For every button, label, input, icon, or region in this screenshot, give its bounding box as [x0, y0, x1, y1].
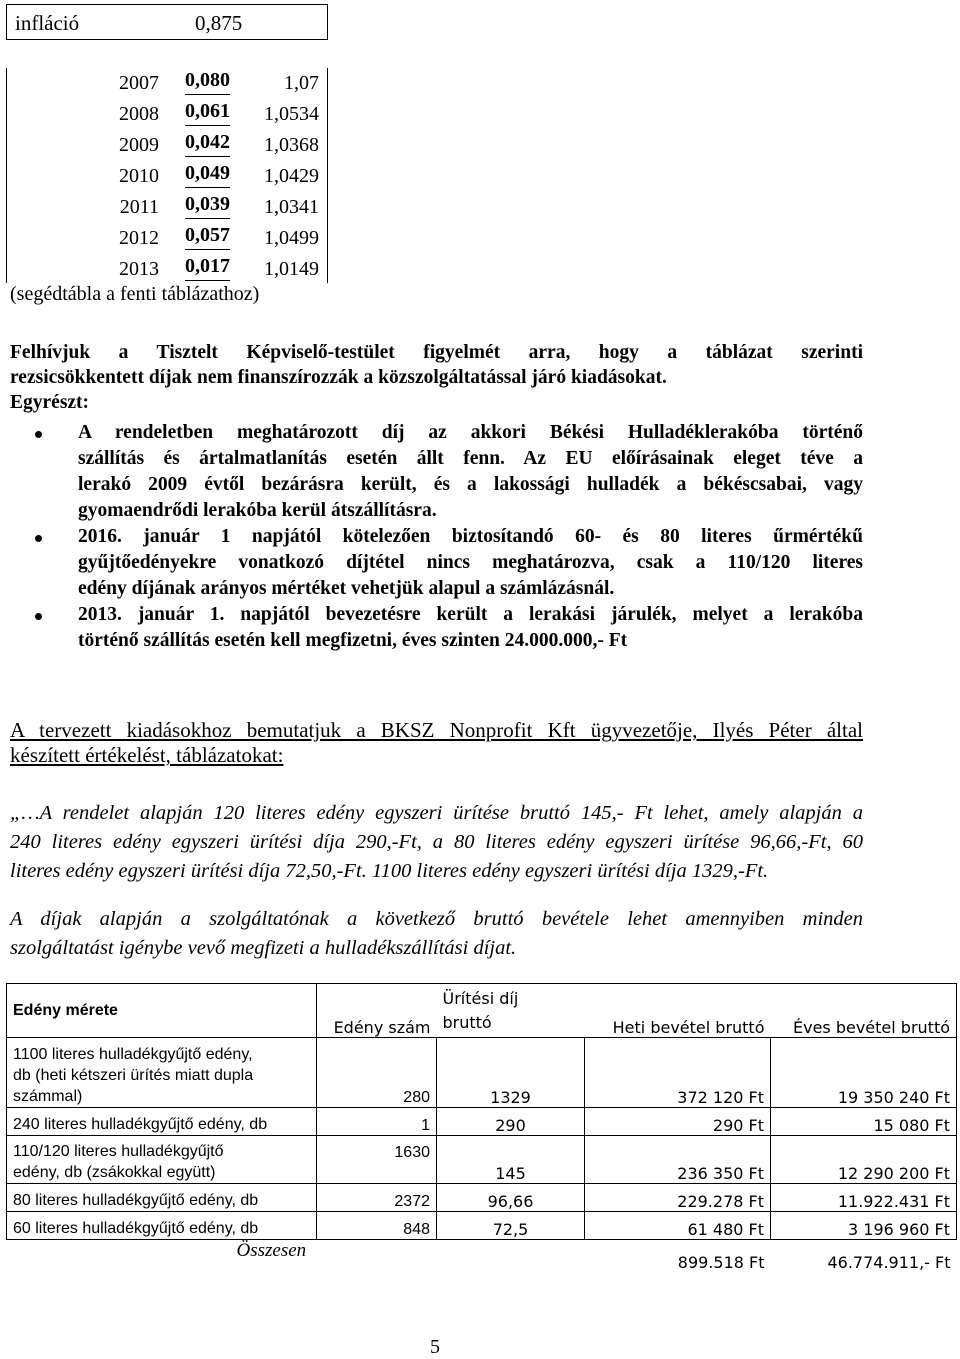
year-row: 2011 0,039 1,0341 — [119, 193, 319, 218]
row-count: 848 — [317, 1212, 437, 1240]
row-weekly: 236 350 Ft — [585, 1136, 771, 1184]
row-yearly: 3 196 960 Ft — [771, 1212, 957, 1240]
row-yearly: 19 350 240 Ft — [771, 1038, 957, 1108]
row-description: 240 literes hulladékgyűjtő edény, db — [7, 1108, 317, 1136]
section-heading: A tervezett kiadásokhoz bemutatjuk a BKSZ Nonprofit Kft ügyvezetője, Ilyés Péter által készített értékelést, táblázatokat: — [10, 718, 863, 767]
table-total-row — [7, 1240, 957, 1272]
header-size: Edény mérete — [7, 984, 317, 1038]
header-weekly: Heti bevétel bruttó — [585, 984, 771, 1038]
list-item: 2016. január 1 napjától kötelezően biztosítandó 60- és 80 literes űrmértékű gyűjtőedényekre vonatkozó díjtétel nincs meghatározva, csak a 110/120 literes edény díjának arányos mértéket vehetjük alapul a számlázásnál. — [10, 524, 863, 602]
list-item: A rendeletben meghatározott díj az akkori Békési Hulladéklerakóba történő szállítás és ártalmatlanítás esetén állt fenn. Az EU előírásainak eleget téve a lerakó 2009 évtől bezárásra került, és a lakossági hulladék a békéscsabai, vagy gyomaendrődi lerakóba kerül átszállításra. — [10, 420, 863, 524]
table-header-row — [7, 984, 957, 1038]
year-row: 2009 0,042 1,0368 — [119, 131, 319, 156]
row-yearly: 12 290 200 Ft — [771, 1136, 957, 1184]
year-row: 2007 0,080 1,07 — [119, 69, 319, 94]
table-row — [7, 1212, 957, 1240]
page-number: 5 — [430, 1336, 440, 1358]
row-weekly: 372 120 Ft — [585, 1038, 771, 1108]
row-weekly: 229.278 Ft — [585, 1184, 771, 1212]
row-description: 60 literes hulladékgyűjtő edény, db — [7, 1212, 317, 1240]
row-count: 1630 — [317, 1136, 437, 1184]
row-fee: 1329 — [437, 1038, 585, 1108]
intro-paragraph — [10, 340, 863, 415]
row-count: 2372 — [317, 1184, 437, 1212]
row-fee: 72,5 — [437, 1212, 585, 1240]
list-item: 2013. január 1. napjától bevezetésre került a lerakási járulék, melyet a lerakóba történő szállítás esetén kell megfizetni, éves szinten 24.000.000,- Ft — [10, 602, 863, 654]
year-row: 2008 0,061 1,0534 — [119, 100, 319, 125]
total-yearly: 46.774.911,- Ft — [827, 1252, 951, 1272]
revenue-table — [6, 983, 957, 1272]
inflation-box — [6, 4, 328, 40]
row-description: 1100 literes hulladékgyűjtő edény, db (heti kétszeri ürítés miatt dupla számmal) — [7, 1038, 317, 1108]
header-yearly: Éves bevétel bruttó — [771, 984, 957, 1038]
row-count: 1 — [317, 1108, 437, 1136]
row-description: 80 literes hulladékgyűjtő edény, db — [7, 1184, 317, 1212]
quote-paragraph: „…A rendelet alapján 120 literes edény egyszeri ürítése bruttó 145,- Ft lehet, amely alapján a 240 literes edény egyszeri ürítési díja 290,-Ft, a 80 literes edény egyszeri ürítése 96,66,-Ft, 60 literes edény egyszeri ürítési díja 72,50,-Ft. 1100 literes edény egyszeri ürítési díja 1329,-Ft. — [10, 802, 863, 882]
row-count: 280 — [317, 1038, 437, 1108]
row-fee: 290 — [437, 1108, 585, 1136]
total-weekly: 899.518 Ft — [677, 1252, 765, 1272]
quote-paragraph-2: A díjak alapján a szolgáltatónak a következő bruttó bevétele lehet amennyiben minden szolgáltatást igénybe vevő megfizeti a hulladékszállítási díjat. — [10, 908, 863, 959]
text-line: Egyrészt: — [10, 392, 90, 413]
year-row: 2012 0,057 1,0499 — [119, 224, 319, 249]
header-fee: Ürítési díj bruttó — [437, 984, 585, 1038]
row-yearly: 15 080 Ft — [771, 1108, 957, 1136]
header-count: Edény szám — [317, 984, 437, 1038]
row-description: 110/120 literes hulladékgyűjtő edény, db (zsákokkal együtt) — [7, 1136, 317, 1184]
table-row — [7, 1136, 957, 1184]
bullet-list — [10, 420, 863, 654]
bullet-icon — [35, 535, 42, 542]
table-row — [7, 1108, 957, 1136]
row-fee: 145 — [437, 1136, 585, 1184]
total-empty-cell — [437, 1240, 585, 1272]
table-row — [7, 1038, 957, 1108]
text-line: Felhívjuk a Tisztelt Képviselő-testület figyelmét arra, hogy a táblázat szerinti — [10, 342, 863, 363]
bullet-icon — [35, 613, 42, 620]
inflation-label: infláció — [15, 11, 80, 35]
row-fee: 96,66 — [437, 1184, 585, 1212]
helper-note: (segédtábla a fenti táblázathoz) — [10, 283, 260, 305]
row-weekly: 290 Ft — [585, 1108, 771, 1136]
row-yearly: 11.922.431 Ft — [771, 1184, 957, 1212]
year-row: 2010 0,049 1,0429 — [119, 162, 319, 187]
yearly-rates-table — [6, 68, 328, 283]
text-line: rezsicsökkentett díjak nem finanszírozzák a közszolgáltatással járó kiadásokat. — [10, 367, 667, 388]
bullet-icon — [35, 431, 42, 438]
inflation-value: 0,875 — [195, 11, 243, 35]
row-weekly: 61 480 Ft — [585, 1212, 771, 1240]
table-row — [7, 1184, 957, 1212]
total-label: Összesen — [236, 1240, 307, 1261]
year-row: 2013 0,017 1,0149 — [119, 255, 319, 280]
